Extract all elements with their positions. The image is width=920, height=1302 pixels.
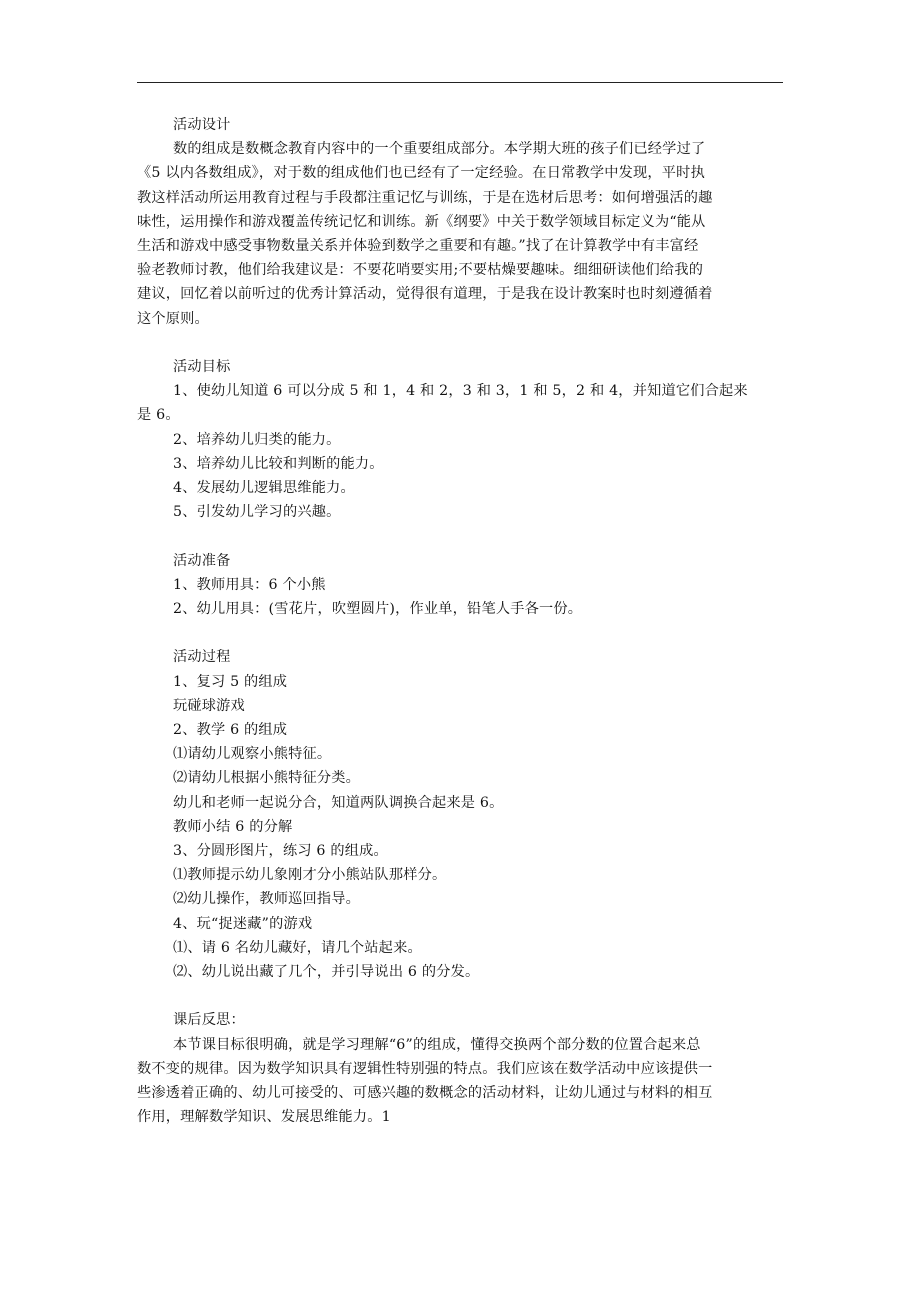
goal-item: 2、培养幼儿归类的能力。	[173, 431, 341, 448]
process-step: 教师小结 6 的分解	[173, 818, 293, 835]
process-step: 玩碰球游戏	[173, 697, 245, 714]
process-step: 4、玩“捉迷藏”的游戏	[173, 915, 313, 932]
header-divider	[137, 82, 783, 83]
goal-item: 1、使幼儿知道 6 可以分成 5 和 1，4 和 2，3 和 3，1 和 5，2 和 4，并知道它们合起来	[173, 383, 748, 400]
reflection-line: 本节课目标很明确，就是学习理解“6”的组成，懂得交换两个部分数的位置合起来总	[173, 1036, 701, 1053]
section-heading-design: 活动设计	[173, 117, 231, 133]
section-reflection	[137, 1008, 785, 1129]
section-heading-process: 活动过程	[173, 649, 231, 666]
prep-item: 2、幼儿用具：(雪花片，吹塑圆片)，作业单，铅笔人手各一份。	[173, 601, 583, 618]
goal-item: 4、发展幼儿逻辑思维能力。	[173, 480, 355, 497]
design-line: 生活和游戏中感受事物数量关系并体验到数学之重要和有趣。”找了在计算教学中有丰富经	[137, 238, 699, 255]
section-goals	[137, 355, 785, 524]
process-step: ⑴、请 6 名幼儿藏好，请几个站起来。	[173, 939, 422, 956]
section-design	[137, 113, 785, 331]
prep-item: 1、教师用具：6 个小熊	[173, 576, 326, 593]
design-paragraph	[137, 137, 785, 331]
document-content	[137, 113, 785, 1129]
reflection-paragraph	[137, 1033, 785, 1130]
design-line: 教这样活动所运用教育过程与手段都注重记忆与训练，于是在选材后思考：如何增强活的趣	[137, 189, 713, 206]
section-prep	[137, 549, 785, 622]
section-process	[137, 645, 785, 984]
section-heading-goals: 活动目标	[173, 359, 231, 376]
process-step: ⑵幼儿操作，教师巡回指导。	[173, 891, 361, 908]
reflection-line: 作用，理解数学知识、发展思维能力。1	[137, 1109, 391, 1126]
goal-item: 5、引发幼儿学习的兴趣。	[173, 504, 341, 521]
design-line: 味性，运用操作和游戏覆盖传统记忆和训练。新《纲要》中关于数学领域目标定义为“能从	[137, 213, 706, 230]
process-step: ⑵请幼儿根据小熊特征分类。	[173, 770, 361, 787]
design-line: 《5 以内各数组成》，对于数的组成他们也已经有了一定经验。在日常教学中发现，平时执	[137, 165, 705, 182]
process-step: 2、教学 6 的组成	[173, 722, 288, 739]
section-heading-reflection: 课后反思：	[173, 1012, 245, 1029]
design-line: 数的组成是数概念教育内容中的一个重要组成部分。本学期大班的孩子们已经学过了	[173, 141, 706, 158]
reflection-line: 些渗透着正确的、幼儿可接受的、可感兴趣的数概念的活动材料，让幼儿通过与材料的相互	[137, 1085, 713, 1102]
section-heading-prep: 活动准备	[173, 552, 231, 569]
process-step: 3、分圆形图片，练习 6 的组成。	[173, 843, 388, 860]
goal-item-continuation: 是 6。	[137, 407, 180, 424]
design-line: 验老教师讨教，他们给我建议是：不要花哨要实用;不要枯燥要趣味。细细研读他们给我的	[137, 262, 704, 279]
reflection-line: 数不变的规律。因为数学知识具有逻辑性特别强的特点。我们应该在数学活动中应该提供一	[137, 1060, 713, 1077]
process-step: ⑴教师提示幼儿象刚才分小熊站队那样分。	[173, 867, 447, 884]
design-line: 这个原则。	[137, 310, 209, 327]
process-step: ⑵、幼儿说出藏了几个，并引导说出 6 的分发。	[173, 964, 480, 981]
design-line: 建议，回忆着以前听过的优秀计算活动，觉得很有道理，于是我在设计教案时也时刻遵循着	[137, 286, 713, 303]
goal-item: 3、培养幼儿比较和判断的能力。	[173, 455, 384, 472]
process-step: 1、复习 5 的组成	[173, 673, 288, 690]
process-step: ⑴请幼儿观察小熊特征。	[173, 746, 332, 763]
process-step: 幼儿和老师一起说分合，知道两队调换合起来是 6。	[173, 794, 504, 811]
